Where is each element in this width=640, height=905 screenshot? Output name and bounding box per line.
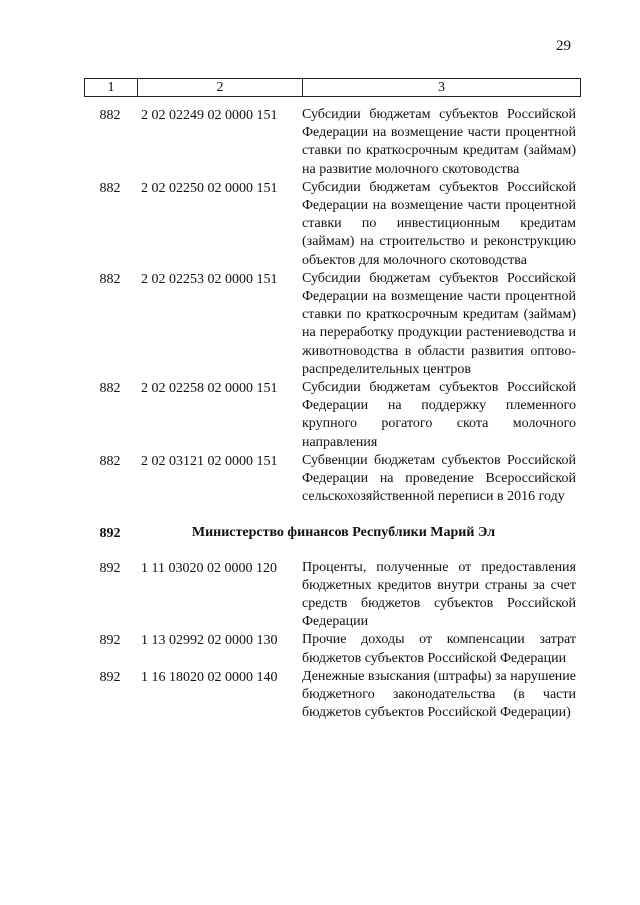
revenue-name-cell: Денежные взыскания (штрафы) за нарушение бюджетного законодательства (в части бюджетов субъектов Российской Федерации) [302,668,576,721]
ministry-admin-code: 892 [99,526,121,542]
column-header-1: 1 [85,79,138,97]
column-header-row [85,79,581,97]
column-header-table [84,78,581,97]
revenue-name-cell: Субсидии бюджетам субъектов Российской Федерации на возмещение части процентной ставки по краткосрочным кредитам (займам) на переработку продукции растениеводства и животноводства в области развития оптово-распределительных центров [302,270,576,377]
admin-code-cell: 882 [99,180,121,196]
table-row [84,668,581,723]
revenue-code-cell: 2 02 02249 02 0000 151 [141,108,278,123]
revenue-code-cell: 2 02 03121 02 0000 151 [141,453,278,469]
table-row [84,179,581,270]
admin-code-cell: 892 [99,669,121,685]
table-row [84,106,581,179]
table-row [84,631,581,667]
revenue-code-cell: 2 02 02250 02 0000 151 [141,180,278,196]
revenue-name-cell: Прочие доходы от компенсации затрат бюджетов субъектов Российской Федерации [302,632,576,666]
revenue-codes-list [84,106,581,723]
column-header-2: 2 [138,79,303,97]
table-row [84,270,581,379]
admin-code-cell: 882 [99,108,121,123]
revenue-code-cell: 2 02 02258 02 0000 151 [141,381,278,397]
admin-code-cell: 882 [99,381,121,397]
ministry-name: Министерство финансов Республики Марий Эл [191,525,496,541]
admin-code-cell: 882 [99,271,121,287]
admin-code-cell: 892 [99,560,121,576]
revenue-name-cell: Субвенции бюджетам субъектов Российской Федерации на проведение Всероссийской сельскохозяйственной переписи в 2016 году [302,452,576,505]
revenue-name-cell: Субсидии бюджетам субъектов Российской Федерации на возмещение части процентной ставки по краткосрочным кредитам (займам) на развитие молочного скотоводства [302,107,576,177]
table-row [84,559,581,632]
revenue-name-cell: Субсидии бюджетам субъектов Российской Федерации на поддержку племенного крупного рогатого скота молочного направления [302,380,576,450]
table-row [84,452,581,507]
revenue-name-cell: Субсидии бюджетам субъектов Российской Федерации на возмещение части процентной ставки по инвестиционным кредитам (займам) на строительство и реконструкцию объектов для молочного скотоводства [302,179,576,268]
page-number: 29 [556,38,571,54]
revenue-code-cell: 2 02 02253 02 0000 151 [141,271,278,287]
admin-code-cell: 882 [99,453,121,469]
revenue-code-cell: 1 11 03020 02 0000 120 [141,560,277,576]
revenue-code-cell: 1 16 18020 02 0000 140 [141,669,278,685]
column-header-3: 3 [303,79,581,97]
ministry-heading-row [84,524,581,543]
revenue-code-cell: 1 13 02992 02 0000 130 [141,633,278,649]
admin-code-cell: 892 [99,633,121,649]
table-row [84,379,581,452]
revenue-name-cell: Проценты, полученные от предоставления бюджетных кредитов внутри страны за счет средств бюджетов субъектов Российской Федерации [302,559,576,630]
